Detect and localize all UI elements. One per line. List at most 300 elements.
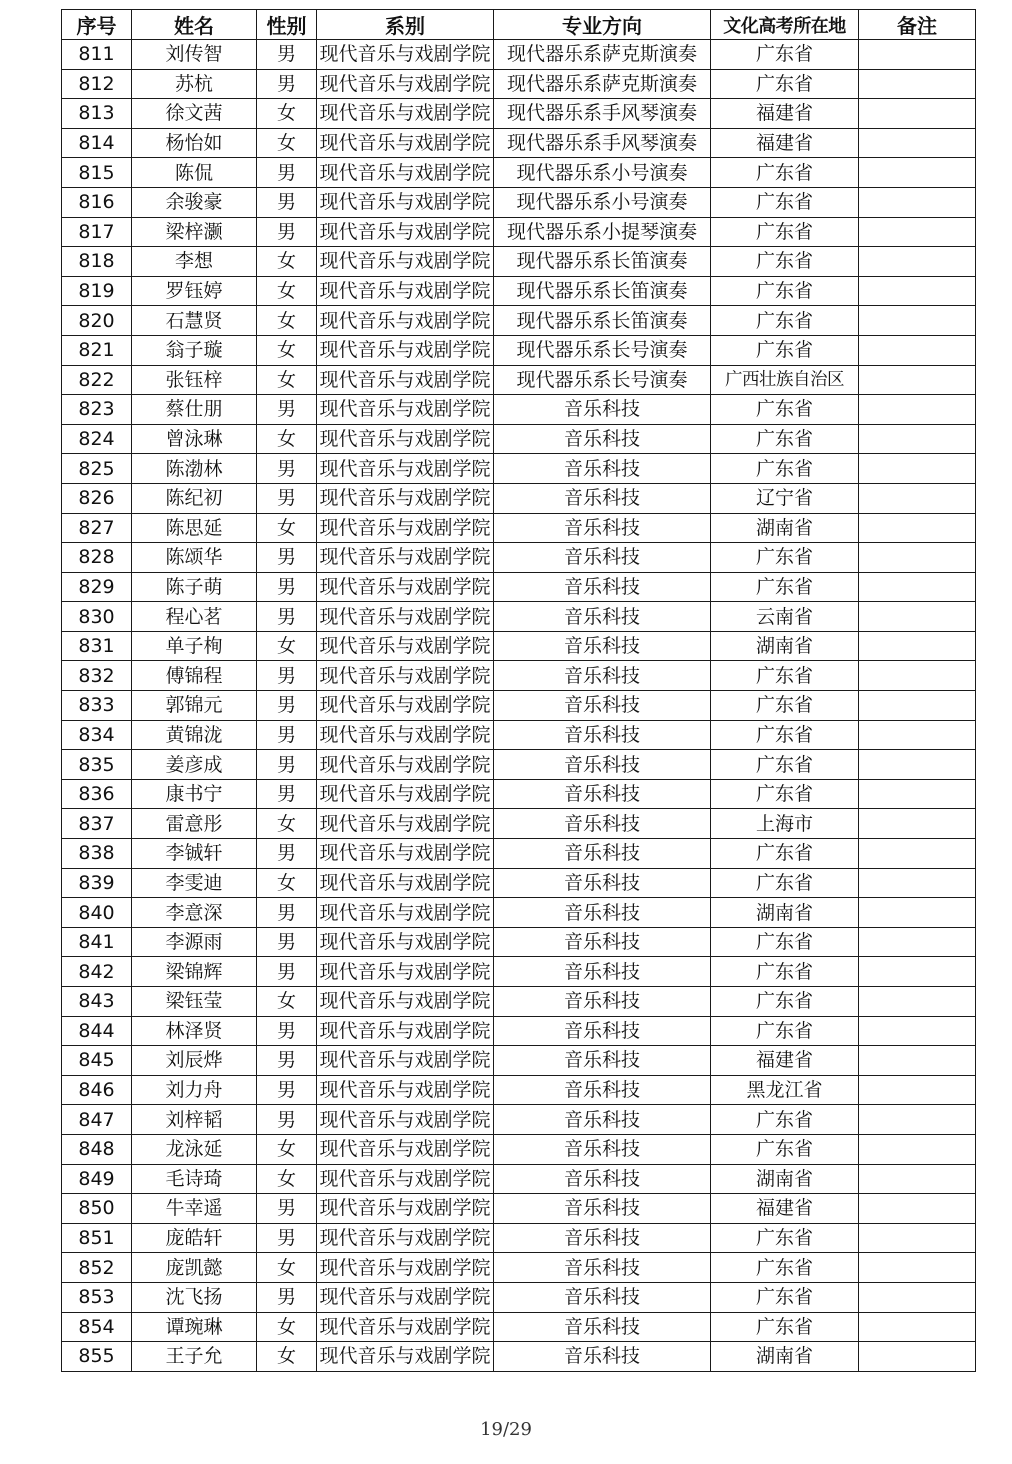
cell-remarks: [859, 40, 976, 70]
cell-name: 刘传智: [132, 40, 257, 70]
cell-major: 音乐科技: [494, 779, 711, 809]
cell-name: 刘力舟: [132, 1075, 257, 1105]
cell-exam-province: 广东省: [711, 1016, 859, 1046]
cell-major: 音乐科技: [494, 1282, 711, 1312]
cell-gender: 男: [257, 779, 317, 809]
cell-department: 现代音乐与戏剧学院: [317, 779, 494, 809]
cell-seq: 845: [62, 1046, 132, 1076]
cell-name: 李源雨: [132, 927, 257, 957]
cell-remarks: [859, 158, 976, 188]
cell-name: 翁子璇: [132, 335, 257, 365]
cell-seq: 818: [62, 247, 132, 277]
cell-remarks: [859, 868, 976, 898]
cell-remarks: [859, 779, 976, 809]
cell-major: 音乐科技: [494, 839, 711, 869]
cell-exam-province: 湖南省: [711, 513, 859, 543]
cell-seq: 834: [62, 720, 132, 750]
cell-exam-province: 云南省: [711, 602, 859, 632]
cell-major: 音乐科技: [494, 750, 711, 780]
cell-seq: 830: [62, 602, 132, 632]
cell-exam-province: 福建省: [711, 128, 859, 158]
cell-exam-province: 福建省: [711, 1194, 859, 1224]
table-row: [62, 217, 976, 247]
cell-remarks: [859, 809, 976, 839]
cell-remarks: [859, 365, 976, 395]
table-row: [62, 1342, 976, 1372]
cell-major: 音乐科技: [494, 572, 711, 602]
cell-seq: 832: [62, 661, 132, 691]
table-row: [62, 1312, 976, 1342]
cell-gender: 女: [257, 424, 317, 454]
roster-table: [61, 9, 976, 1372]
cell-name: 陈子萌: [132, 572, 257, 602]
table-row: [62, 1046, 976, 1076]
cell-seq: 826: [62, 483, 132, 513]
table-row: [62, 483, 976, 513]
cell-major: 音乐科技: [494, 454, 711, 484]
cell-exam-province: 广东省: [711, 276, 859, 306]
cell-exam-province: 辽宁省: [711, 483, 859, 513]
cell-department: 现代音乐与戏剧学院: [317, 1075, 494, 1105]
table-row: [62, 1164, 976, 1194]
cell-remarks: [859, 1312, 976, 1342]
cell-major: 现代器乐系长笛演奏: [494, 306, 711, 336]
cell-department: 现代音乐与戏剧学院: [317, 454, 494, 484]
cell-remarks: [859, 750, 976, 780]
cell-department: 现代音乐与戏剧学院: [317, 99, 494, 129]
cell-department: 现代音乐与戏剧学院: [317, 69, 494, 99]
cell-name: 张钰梓: [132, 365, 257, 395]
table-row: [62, 927, 976, 957]
cell-gender: 男: [257, 720, 317, 750]
cell-name: 徐文茜: [132, 99, 257, 129]
cell-seq: 817: [62, 217, 132, 247]
cell-gender: 女: [257, 868, 317, 898]
cell-name: 石慧贤: [132, 306, 257, 336]
cell-department: 现代音乐与戏剧学院: [317, 1046, 494, 1076]
cell-major: 现代器乐系萨克斯演奏: [494, 69, 711, 99]
header-seq: 序号: [62, 10, 132, 40]
cell-major: 音乐科技: [494, 720, 711, 750]
cell-department: 现代音乐与戏剧学院: [317, 809, 494, 839]
cell-department: 现代音乐与戏剧学院: [317, 839, 494, 869]
cell-remarks: [859, 631, 976, 661]
cell-exam-province: 湖南省: [711, 1342, 859, 1372]
cell-seq: 837: [62, 809, 132, 839]
cell-name: 李雯迪: [132, 868, 257, 898]
cell-major: 音乐科技: [494, 424, 711, 454]
table-row: [62, 957, 976, 987]
table-row: [62, 631, 976, 661]
cell-major: 音乐科技: [494, 1253, 711, 1283]
cell-remarks: [859, 99, 976, 129]
table-row: [62, 661, 976, 691]
cell-exam-province: 湖南省: [711, 1164, 859, 1194]
cell-name: 蔡仕朋: [132, 395, 257, 425]
cell-gender: 男: [257, 40, 317, 70]
cell-seq: 811: [62, 40, 132, 70]
cell-remarks: [859, 1134, 976, 1164]
cell-department: 现代音乐与戏剧学院: [317, 543, 494, 573]
cell-exam-province: 广东省: [711, 661, 859, 691]
table-row: [62, 898, 976, 928]
cell-remarks: [859, 543, 976, 573]
table-row: [62, 306, 976, 336]
header-department: 系别: [317, 10, 494, 40]
cell-seq: 852: [62, 1253, 132, 1283]
cell-seq: 823: [62, 395, 132, 425]
table-row: [62, 602, 976, 632]
cell-gender: 女: [257, 1164, 317, 1194]
cell-gender: 女: [257, 1342, 317, 1372]
cell-exam-province: 广东省: [711, 187, 859, 217]
cell-name: 庞皓轩: [132, 1223, 257, 1253]
table-row: [62, 1105, 976, 1135]
cell-department: 现代音乐与戏剧学院: [317, 247, 494, 277]
cell-exam-province: 广东省: [711, 868, 859, 898]
cell-department: 现代音乐与戏剧学院: [317, 927, 494, 957]
cell-name: 程心茗: [132, 602, 257, 632]
cell-name: 李想: [132, 247, 257, 277]
cell-exam-province: 广东省: [711, 957, 859, 987]
cell-department: 现代音乐与戏剧学院: [317, 1016, 494, 1046]
cell-gender: 男: [257, 1016, 317, 1046]
cell-seq: 843: [62, 987, 132, 1017]
cell-gender: 男: [257, 898, 317, 928]
cell-major: 音乐科技: [494, 1105, 711, 1135]
cell-major: 音乐科技: [494, 602, 711, 632]
cell-major: 音乐科技: [494, 1312, 711, 1342]
cell-seq: 814: [62, 128, 132, 158]
cell-seq: 851: [62, 1223, 132, 1253]
cell-name: 庞凯懿: [132, 1253, 257, 1283]
cell-major: 音乐科技: [494, 1134, 711, 1164]
cell-exam-province: 广东省: [711, 543, 859, 573]
cell-exam-province: 广东省: [711, 779, 859, 809]
cell-major: 现代器乐系手风琴演奏: [494, 99, 711, 129]
header-gender: 性别: [257, 10, 317, 40]
cell-name: 雷意彤: [132, 809, 257, 839]
cell-exam-province: 广西壮族自治区: [711, 365, 859, 395]
table-row: [62, 572, 976, 602]
cell-exam-province: 广东省: [711, 335, 859, 365]
cell-department: 现代音乐与戏剧学院: [317, 602, 494, 632]
cell-seq: 838: [62, 839, 132, 869]
cell-exam-province: 广东省: [711, 247, 859, 277]
cell-department: 现代音乐与戏剧学院: [317, 898, 494, 928]
cell-seq: 831: [62, 631, 132, 661]
cell-major: 音乐科技: [494, 927, 711, 957]
cell-remarks: [859, 987, 976, 1017]
header-remarks: 备注: [859, 10, 976, 40]
cell-exam-province: 广东省: [711, 750, 859, 780]
cell-exam-province: 黑龙江省: [711, 1075, 859, 1105]
cell-exam-province: 上海市: [711, 809, 859, 839]
table-row: [62, 543, 976, 573]
table-row: [62, 1016, 976, 1046]
cell-department: 现代音乐与戏剧学院: [317, 1223, 494, 1253]
cell-remarks: [859, 691, 976, 721]
cell-department: 现代音乐与戏剧学院: [317, 1312, 494, 1342]
table-row: [62, 1253, 976, 1283]
cell-name: 刘梓韬: [132, 1105, 257, 1135]
cell-department: 现代音乐与戏剧学院: [317, 1194, 494, 1224]
cell-gender: 男: [257, 69, 317, 99]
cell-gender: 男: [257, 750, 317, 780]
cell-department: 现代音乐与戏剧学院: [317, 1342, 494, 1372]
cell-remarks: [859, 839, 976, 869]
cell-seq: 854: [62, 1312, 132, 1342]
cell-gender: 女: [257, 335, 317, 365]
table-row: [62, 1223, 976, 1253]
cell-department: 现代音乐与戏剧学院: [317, 750, 494, 780]
table-row: [62, 1194, 976, 1224]
cell-remarks: [859, 1282, 976, 1312]
cell-exam-province: 广东省: [711, 720, 859, 750]
table-row: [62, 365, 976, 395]
cell-gender: 男: [257, 572, 317, 602]
cell-seq: 840: [62, 898, 132, 928]
cell-major: 音乐科技: [494, 868, 711, 898]
cell-department: 现代音乐与戏剧学院: [317, 868, 494, 898]
cell-seq: 833: [62, 691, 132, 721]
cell-department: 现代音乐与戏剧学院: [317, 1105, 494, 1135]
cell-seq: 848: [62, 1134, 132, 1164]
cell-major: 音乐科技: [494, 1342, 711, 1372]
cell-major: 音乐科技: [494, 631, 711, 661]
cell-gender: 男: [257, 543, 317, 573]
cell-gender: 男: [257, 927, 317, 957]
table-row: [62, 987, 976, 1017]
cell-major: 音乐科技: [494, 1075, 711, 1105]
cell-gender: 男: [257, 1223, 317, 1253]
cell-seq: 828: [62, 543, 132, 573]
cell-major: 音乐科技: [494, 898, 711, 928]
cell-exam-province: 广东省: [711, 572, 859, 602]
cell-major: 音乐科技: [494, 395, 711, 425]
cell-major: 现代器乐系小号演奏: [494, 187, 711, 217]
cell-gender: 女: [257, 809, 317, 839]
cell-name: 罗钰婷: [132, 276, 257, 306]
cell-major: 音乐科技: [494, 809, 711, 839]
cell-gender: 男: [257, 217, 317, 247]
table-row: [62, 99, 976, 129]
cell-department: 现代音乐与戏剧学院: [317, 335, 494, 365]
table-row: [62, 187, 976, 217]
page-number: 19/29: [480, 1419, 532, 1440]
cell-exam-province: 广东省: [711, 158, 859, 188]
cell-name: 刘辰烨: [132, 1046, 257, 1076]
cell-remarks: [859, 247, 976, 277]
cell-remarks: [859, 454, 976, 484]
cell-major: 现代器乐系长笛演奏: [494, 276, 711, 306]
cell-gender: 女: [257, 247, 317, 277]
cell-department: 现代音乐与戏剧学院: [317, 276, 494, 306]
cell-name: 谭琬琳: [132, 1312, 257, 1342]
cell-department: 现代音乐与戏剧学院: [317, 158, 494, 188]
table-row: [62, 158, 976, 188]
cell-name: 陈侃: [132, 158, 257, 188]
header-major: 专业方向: [494, 10, 711, 40]
cell-remarks: [859, 661, 976, 691]
cell-seq: 853: [62, 1282, 132, 1312]
cell-seq: 855: [62, 1342, 132, 1372]
cell-exam-province: 福建省: [711, 99, 859, 129]
cell-major: 音乐科技: [494, 987, 711, 1017]
cell-name: 陈颂华: [132, 543, 257, 573]
cell-major: 现代器乐系手风琴演奏: [494, 128, 711, 158]
cell-name: 牛幸遥: [132, 1194, 257, 1224]
table-row: [62, 276, 976, 306]
cell-department: 现代音乐与戏剧学院: [317, 128, 494, 158]
cell-remarks: [859, 1253, 976, 1283]
cell-exam-province: 广东省: [711, 1105, 859, 1135]
cell-name: 傅锦程: [132, 661, 257, 691]
cell-seq: 835: [62, 750, 132, 780]
cell-department: 现代音乐与戏剧学院: [317, 187, 494, 217]
table-row: [62, 424, 976, 454]
table-body: [62, 40, 976, 1372]
cell-gender: 男: [257, 957, 317, 987]
cell-name: 陈思延: [132, 513, 257, 543]
cell-major: 现代器乐系萨克斯演奏: [494, 40, 711, 70]
table-row: [62, 40, 976, 70]
cell-department: 现代音乐与戏剧学院: [317, 987, 494, 1017]
cell-gender: 女: [257, 128, 317, 158]
cell-remarks: [859, 217, 976, 247]
cell-department: 现代音乐与戏剧学院: [317, 691, 494, 721]
cell-department: 现代音乐与戏剧学院: [317, 1134, 494, 1164]
cell-seq: 822: [62, 365, 132, 395]
cell-remarks: [859, 1016, 976, 1046]
cell-department: 现代音乐与戏剧学院: [317, 957, 494, 987]
cell-remarks: [859, 602, 976, 632]
cell-exam-province: 广东省: [711, 1134, 859, 1164]
cell-exam-province: 广东省: [711, 839, 859, 869]
table-row: [62, 779, 976, 809]
cell-department: 现代音乐与戏剧学院: [317, 306, 494, 336]
cell-remarks: [859, 1194, 976, 1224]
cell-gender: 女: [257, 1134, 317, 1164]
cell-department: 现代音乐与戏剧学院: [317, 1253, 494, 1283]
cell-gender: 女: [257, 987, 317, 1017]
cell-remarks: [859, 187, 976, 217]
cell-gender: 女: [257, 99, 317, 129]
table-row: [62, 454, 976, 484]
cell-seq: 849: [62, 1164, 132, 1194]
cell-gender: 女: [257, 306, 317, 336]
cell-remarks: [859, 306, 976, 336]
cell-department: 现代音乐与戏剧学院: [317, 365, 494, 395]
cell-exam-province: 广东省: [711, 1282, 859, 1312]
cell-name: 梁钰莹: [132, 987, 257, 1017]
cell-name: 陈纪初: [132, 483, 257, 513]
table-header-row: [62, 10, 976, 40]
cell-exam-province: 广东省: [711, 987, 859, 1017]
cell-major: 音乐科技: [494, 1046, 711, 1076]
cell-remarks: [859, 513, 976, 543]
cell-name: 沈飞扬: [132, 1282, 257, 1312]
cell-gender: 男: [257, 691, 317, 721]
cell-major: 音乐科技: [494, 957, 711, 987]
cell-department: 现代音乐与戏剧学院: [317, 1164, 494, 1194]
cell-remarks: [859, 276, 976, 306]
cell-seq: 829: [62, 572, 132, 602]
cell-major: 音乐科技: [494, 691, 711, 721]
cell-name: 姜彦成: [132, 750, 257, 780]
cell-major: 现代器乐系小号演奏: [494, 158, 711, 188]
cell-gender: 男: [257, 1194, 317, 1224]
cell-major: 现代器乐系小提琴演奏: [494, 217, 711, 247]
cell-seq: 819: [62, 276, 132, 306]
cell-exam-province: 广东省: [711, 1312, 859, 1342]
cell-major: 音乐科技: [494, 483, 711, 513]
cell-exam-province: 广东省: [711, 1253, 859, 1283]
cell-exam-province: 广东省: [711, 691, 859, 721]
cell-seq: 825: [62, 454, 132, 484]
cell-seq: 836: [62, 779, 132, 809]
cell-gender: 男: [257, 1105, 317, 1135]
cell-seq: 812: [62, 69, 132, 99]
cell-department: 现代音乐与戏剧学院: [317, 720, 494, 750]
cell-seq: 815: [62, 158, 132, 188]
cell-department: 现代音乐与戏剧学院: [317, 395, 494, 425]
cell-exam-province: 广东省: [711, 424, 859, 454]
table-row: [62, 247, 976, 277]
cell-exam-province: 广东省: [711, 454, 859, 484]
table-row: [62, 128, 976, 158]
cell-gender: 男: [257, 483, 317, 513]
cell-remarks: [859, 957, 976, 987]
cell-remarks: [859, 335, 976, 365]
cell-department: 现代音乐与戏剧学院: [317, 40, 494, 70]
cell-exam-province: 广东省: [711, 1223, 859, 1253]
cell-exam-province: 福建省: [711, 1046, 859, 1076]
cell-remarks: [859, 572, 976, 602]
table-row: [62, 1075, 976, 1105]
table-row: [62, 868, 976, 898]
cell-remarks: [859, 1342, 976, 1372]
cell-gender: 男: [257, 1282, 317, 1312]
cell-major: 现代器乐系长笛演奏: [494, 247, 711, 277]
table-row: [62, 691, 976, 721]
cell-major: 音乐科技: [494, 1164, 711, 1194]
cell-seq: 821: [62, 335, 132, 365]
table-row: [62, 720, 976, 750]
table-row: [62, 69, 976, 99]
cell-gender: 男: [257, 661, 317, 691]
header-name: 姓名: [132, 10, 257, 40]
cell-major: 音乐科技: [494, 1194, 711, 1224]
cell-major: 现代器乐系长号演奏: [494, 365, 711, 395]
cell-exam-province: 湖南省: [711, 898, 859, 928]
cell-seq: 813: [62, 99, 132, 129]
table-row: [62, 1134, 976, 1164]
cell-gender: 女: [257, 276, 317, 306]
cell-name: 郭锦元: [132, 691, 257, 721]
table-row: [62, 839, 976, 869]
cell-remarks: [859, 1164, 976, 1194]
cell-department: 现代音乐与戏剧学院: [317, 661, 494, 691]
header-exam-province: 文化高考所在地: [711, 10, 859, 40]
cell-remarks: [859, 898, 976, 928]
table-row: [62, 335, 976, 365]
cell-department: 现代音乐与戏剧学院: [317, 513, 494, 543]
cell-department: 现代音乐与戏剧学院: [317, 631, 494, 661]
cell-gender: 女: [257, 1253, 317, 1283]
cell-department: 现代音乐与戏剧学院: [317, 483, 494, 513]
cell-seq: 841: [62, 927, 132, 957]
